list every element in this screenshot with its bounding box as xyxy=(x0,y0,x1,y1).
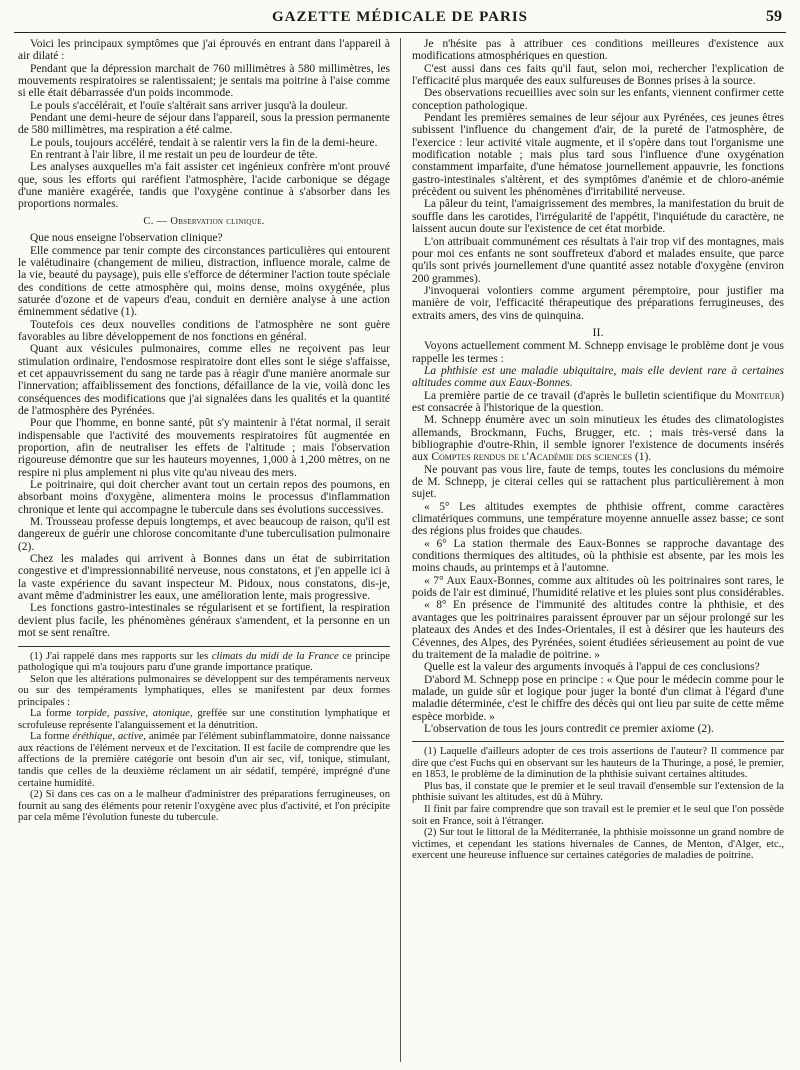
paragraph: M. Trousseau professe depuis longtemps, et avec beaucoup de raison, qu'il est dangereux de guérir une chlorose concomitante d'une tuberculisation pulmonaire (2). xyxy=(18,516,390,553)
paragraph: Des observations recueillies avec soin sur les enfants, viennent confirmer cette conception pathologique. xyxy=(412,87,784,112)
left-column xyxy=(18,38,390,1064)
paragraph: La pâleur du teint, l'amaigrissement des membres, la manifestation du bruit de souffle dans les carotides, l'irrégularité de l'appétit, l'inquiétude du caractère, ne laissent aucun doute sur l'existence de cet état morbide. xyxy=(412,198,784,236)
paragraph: Je n'hésite pas à attribuer ces conditions meilleures d'existence aux modifications atmosphériques en question. xyxy=(412,38,784,63)
paragraph: Quant aux vésicules pulmonaires, comme elles ne reçoivent pas leur stimulation ordinaire, l'endosmose respiratoire dont elles sont le siége s'affaisse, et cet appauvrissement du sang ne tarde pas à réagir d'une manière anormale sur l'innervation; affaiblissement des fonctions, défaillance de la vie, voilà donc les conséquences des modifications que j'ai signalées dans les qualités et la quantité de l'atmosphère des Pyrénées. xyxy=(18,343,390,417)
footnote: Plus bas, il constate que le premier et le seul travail d'ensemble sur l'extension de la phthisie suivant les altitudes, est dû à Mühry. xyxy=(412,780,784,804)
paragraph: Le pouls, toujours accéléré, tendait à se ralentir vers la fin de la demi-heure. xyxy=(30,136,378,149)
text-span: (1). xyxy=(634,451,652,464)
running-title: GAZETTE MÉDICALE DE PARIS xyxy=(271,9,528,25)
paragraph: Voyons actuellement comment M. Schnepp envisage le problème dont je vous rappelle les termes : xyxy=(412,340,784,365)
text-span: ) est consacrée à l'historique de la question. xyxy=(412,389,784,414)
paragraph: Ne pouvant pas vous lire, faute de temps, toutes les conclusions du mémoire de M. Schnepp, je citerai celles qui se rattachent plus particulièrement à mon sujet. xyxy=(412,463,784,501)
paragraph: Chez les malades qui arrivent à Bonnes dans un état de subirritation congestive et d'impressionnabilité nerveuse, nous constatons, et j'en appelle ici à la vaste expérience du savant inspecteur M. Pidoux, nous constatons, dis-je, avant même d'administrer les eaux, une amélioration lente, mais progressive. xyxy=(18,553,390,603)
paragraph: C'est aussi dans ces faits qu'il faut, selon moi, rechercher l'explication de l'efficacité plus marquée des eaux sulfureuses de Bonnes prises à la source. xyxy=(412,62,784,88)
italic-statement: La phthisie est une maladie ubiquitaire, mais elle devient rare à certaines altitudes comme aux Eaux-Bonnes. xyxy=(412,364,784,390)
footnotes xyxy=(412,746,784,861)
footnote: (2) Sur tout le littoral de la Méditerranée, la phthisie moissonne un grand nombre de victimes, et cependant les stations hivernales de Cannes, de Menton, d'Alger, etc., exercent une heureuse influence sur certaines catégories de maladies de poitrine. xyxy=(412,827,784,862)
footnote xyxy=(18,731,390,789)
subsection-heading xyxy=(18,216,390,228)
paragraph: L'observation de tous les jours contredit ce premier axiome (2). xyxy=(424,722,714,735)
heading-prefix: C. — xyxy=(143,215,168,227)
paragraph: Le pouls s'accélérait, et l'ouïe s'altérait sans arriver jusqu'à la douleur. xyxy=(30,99,348,112)
footnote-text: (1) J'ai rappelé dans mes rapports sur les xyxy=(30,650,209,662)
footnote-rule xyxy=(412,741,784,742)
text-span: M. Schnepp énumère avec un soin minutieux les études des climatologistes allemands, Brockmann, Fuchs, Brugger, etc. ; mais très-versé dans la bibliographie d'outre-Rhin, il semble ignorer l'existence de documents insérés aux xyxy=(412,414,784,464)
paragraph: Le poitrinaire, qui doit chercher avant tout un certain repos des poumons, en absorbant moins d'oxygène, alimentera moins le processus d'inflammation chronique et lente qui accompagne le tubercule dans ses évolutions successives. xyxy=(18,479,390,516)
paragraph: En rentrant à l'air libre, il me restait un peu de lourdeur de tête. xyxy=(30,149,318,162)
paragraph: « 6° La station thermale des Eaux-Bonnes se rapproche davantage des conditions thermiques des altitudes, où la phthisie est absente, par les mois les moins chauds, au printemps et à l'automne. xyxy=(412,537,784,575)
paragraph: Que nous enseigne l'observation clinique? xyxy=(30,232,223,245)
footnote-italic: climats du midi de la France xyxy=(211,650,339,662)
paragraph: « 7° Aux Eaux-Bonnes, comme aux altitudes où les poitrinaires sont rares, le poids de l'air est diminué, l'humidité relative et les pluies sont plus considérables. xyxy=(412,574,784,600)
footnote xyxy=(18,651,390,674)
paragraph xyxy=(412,414,784,463)
footnote-text: ce principe pathologique qui m'a toujours paru d'une grande importance pratique. xyxy=(18,650,390,674)
paragraph: Pendant une demi-heure de séjour dans l'appareil, sous la pression permanente de 580 millimètres, ma respiration a été calme. xyxy=(18,112,390,137)
paragraph: Les analyses auxquelles m'a fait assister cet ingénieux confrère m'ont prouvé que, sous les efforts qui raréfient l'atmosphère, l'acide carbonique se dégage d'une manière exagérée, tandis que l'oxygène continue à s'absorber dans les proportions normales. xyxy=(18,161,390,211)
footnote: (1) Laquelle d'ailleurs adopter de ces trois assertions de l'auteur? Il commence par dire que c'est Fuchs qui en observant sur les hauteurs de la Thuringe, a posé, le premier, en 1853, le problème de la diminution de la phthisie suivant certaines altitudes. xyxy=(412,746,784,781)
paragraph xyxy=(412,390,784,415)
paragraph: Pour que l'homme, en bonne santé, pût s'y maintenir à l'état normal, il serait indispensable que l'activité des mouvements respiratoires fût augmentée en proportion, afin de neutraliser les effets de l'altitude ; mais l'observation rigoureuse démontre que sur les hauteurs moyennes, 1,000 à 1,200 mètres, on ne respire ni plus amplement ni plus vite qu'au niveau des mers. xyxy=(18,417,390,479)
paragraph: « 8° En présence de l'immunité des altitudes contre la phthisie, et des avantages que les poitrinaires paraissent éprouver par un séjour prolongé sur les plateaux des Andes et des Indes-Orientales, il est à désirer que les hauteurs des Cévennes, des Alpes, des Pyrénées, soient étudiées sérieusement au point de vue du traitement de la maladie de poitrine. » xyxy=(412,599,784,661)
footnote-text: La forme xyxy=(30,708,72,720)
footnote: Il finit par faire comprendre que son travail est le premier et le seul que l'on possède soit en France, soit à l'étranger. xyxy=(412,803,784,827)
smallcaps-span: Comptes rendus de l'Académie des sciences xyxy=(431,451,633,464)
paragraph: Quelle est la valeur des arguments invoqués à l'appui de ces conclusions? xyxy=(424,661,760,674)
footnote-text: animée par l'élément subinflammatoire, donne naissance aux réactions de l'élément nerveux et de l'excitation. Il est facile de comprendre que les affections de la première catégorie ont besoin d'un air sec, vif, tonique, stimulant, tandis que celles de la deuxième réclament un air sédatif, tempéré, imprégné d'une certaine humidité. xyxy=(18,731,390,789)
footnote xyxy=(18,708,390,731)
right-column xyxy=(412,38,784,1064)
page-number: 59 xyxy=(766,8,782,25)
paragraph: Toutefois ces deux nouvelles conditions de l'atmosphère ne sont guère favorables au libre développement de nos fonctions en général. xyxy=(18,318,390,343)
text-span: La première partie de ce travail (d'après le bulletin scientifique du xyxy=(424,389,732,402)
paragraph: L'on attribuait communément ces résultats à l'air trop vif des montagnes, mais pour moi ces enfants ne sont souffreteux d'abord et malades ensuite, que parce qu'ils sont privés journellement d'une quantité assez notable d'oxygène (environ 200 grammes). xyxy=(412,235,784,285)
footnote-italic: éréthique, active, xyxy=(72,731,146,743)
paragraph: Pendant les premières semaines de leur séjour aux Pyrénées, ces jeunes êtres subissent l'influence du changement d'air, de la pureté de l'atmosphère, de l'exercice : leur activité vitale augmente, et il s'opère dans tout l'organisme une modification notable ; mais plus tard sous l'influence d'une oxygénation constamment imparfaite, d'une hématose journellement appauvrie, les fonctions gastro-intestinales s'altèrent, et des symptômes d'anémie et de chloro-anémie précèdent ou suivent les phénomènes d'irritabilité nerveuse. xyxy=(412,112,784,199)
footnote: (2) Si dans ces cas on a le malheur d'administrer des préparations ferrugineuses, on fournit au sang des éléments pour retenir l'oxygène avec plus d'activité, et l'on précipite par cela même l'évolution funeste du tubercule. xyxy=(18,789,390,824)
footnotes xyxy=(18,651,390,824)
paragraph: Elle commence par tenir compte des circonstances particulières qui entourent le valétudinaire (changement de milieu, distraction, influence morale, calme de la vie, beauté du paysage), puis elle s'efforce de déterminer l'action toute spéciale des conditions de cette atmosphère qui, moins dense, moins oxygénée, plus saturée d'ozone et de vapeurs d'eau, conduit en dernière analyse à une action éminemment sédative (1). xyxy=(18,244,390,319)
journal-page xyxy=(14,6,786,1064)
columns xyxy=(14,38,786,1064)
paragraph: Voici les principaux symptômes que j'ai éprouvés en entrant dans l'appareil à air dilaté : xyxy=(18,38,390,63)
section-number: II. xyxy=(592,324,604,339)
paragraph: Les fonctions gastro-intestinales se régularisent et se fortifient, la respiration devient plus facile, les phénomènes généraux s'amendent, et la personne en un mot se sent renaître. xyxy=(18,602,390,640)
paragraph: J'invoquerai volontiers comme argument péremptoire, pour justifier ma manière de voir, l'efficacité thérapeutique des préparations ferrugineuses, des extraits amers, des vins de quinquina. xyxy=(412,284,784,322)
paragraph: Pendant que la dépression marchait de 760 millimètres à 580 millimètres, les mouvements respiratoires se ralentissaient; je sentais ma poitrine à l'aise comme si elle était débarrassée d'un poids incommode. xyxy=(18,62,390,100)
smallcaps-span: Moniteur xyxy=(734,389,781,402)
footnote-italic: torpide, passive, atonique, xyxy=(76,708,193,720)
page-header xyxy=(14,6,786,33)
footnote-rule xyxy=(18,646,390,647)
paragraph: D'abord M. Schnepp pose en principe : « Que pour le médecin comme pour le malade, un guide sûr et logique pour juger la bonté d'un climat à l'égard d'une maladie déterminée, c'est le chiffre des décès qui ont lieu par suite de cette même espèce morbide. » xyxy=(412,673,784,723)
heading-text: Observation clinique. xyxy=(170,215,265,227)
footnote-text: greffée sur une constitution lymphatique et scrofuleuse représente l'alanguissement et la dénutrition. xyxy=(18,708,390,731)
footnote: Selon que les altérations pulmonaires se développent sur des tempéraments nerveux ou sur des tempéraments lymphatiques, elles se manifestent par deux formes principales : xyxy=(18,673,390,708)
paragraph: « 5° Les altitudes exemptes de phthisie offrent, comme caractères climatériques communs, une température moyenne annuelle assez basse; ce sont des régions plus froides que chaudes. xyxy=(412,500,784,538)
footnote-text: La forme xyxy=(30,731,70,743)
